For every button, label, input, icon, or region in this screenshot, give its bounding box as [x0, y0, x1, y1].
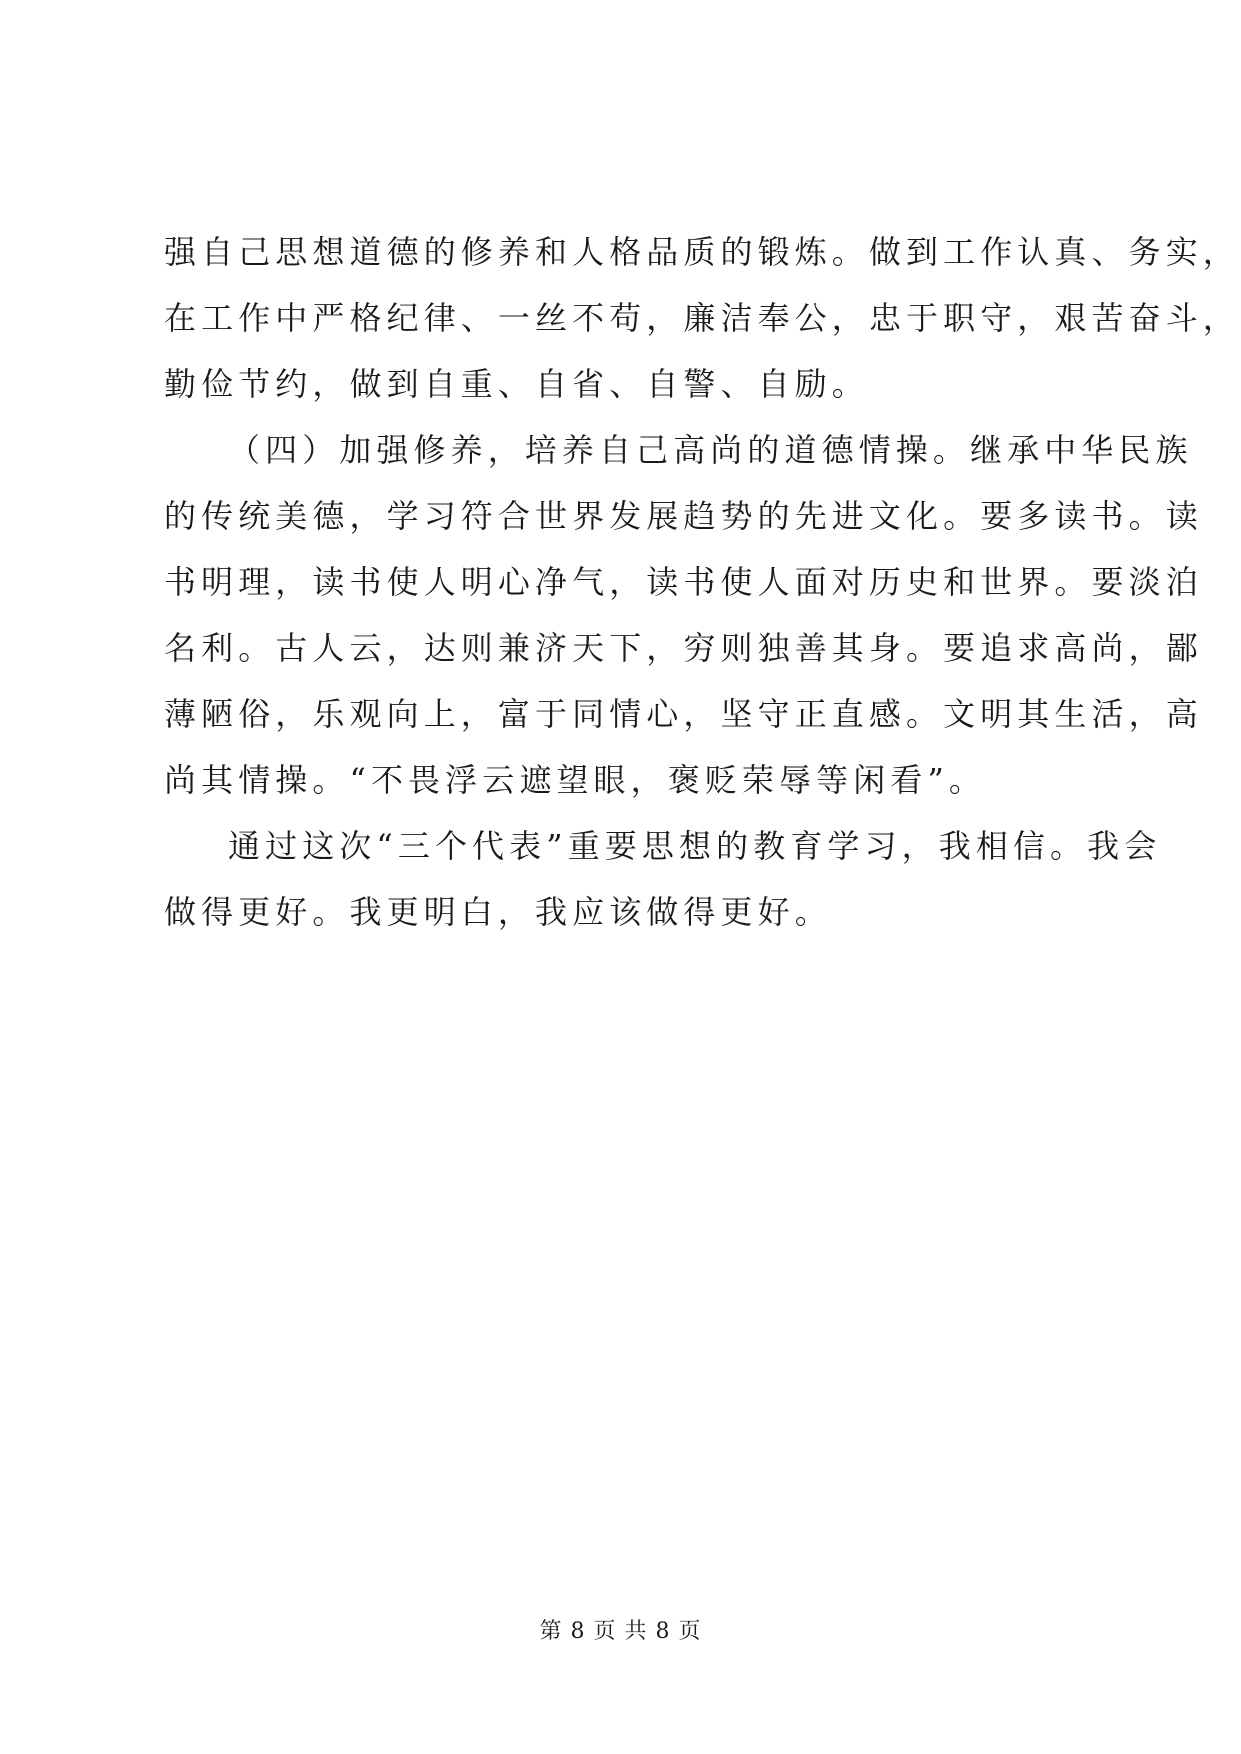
text-line: 书明理，读书使人明心净气，读书使人面对历史和世界。要淡泊	[164, 563, 1203, 601]
body-text	[164, 232, 1240, 958]
text-line: 勤俭节约，做到自重、自省、自警、自励。	[164, 365, 869, 403]
paragraph-start-line: 通过这次“三个代表”重要思想的教育学习，我相信。我会	[228, 827, 1162, 865]
text-line: 的传统美德，学习符合世界发展趋势的先进文化。要多读书。读	[164, 497, 1203, 535]
page-number-footer: 第 8 页 共 8 页	[539, 1619, 702, 1644]
paragraph-start-line: （四）加强修养，培养自己高尚的道德情操。继承中华民族	[228, 431, 1193, 469]
text-line: 强自己思想道德的修养和人格品质的锻炼。做到工作认真、务实，	[164, 233, 1240, 271]
text-line: 做得更好。我更明白，我应该做得更好。	[164, 893, 832, 931]
text-line: 名利。古人云，达则兼济天下，穷则独善其身。要追求高尚，鄙	[164, 629, 1203, 667]
text-line: 在工作中严格纪律、一丝不苟，廉洁奉公，忠于职守，艰苦奋斗，	[164, 299, 1240, 337]
text-line: 薄陋俗，乐观向上，富于同情心，坚守正直感。文明其生活，高	[164, 695, 1203, 733]
text-line: 尚其情操。“不畏浮云遮望眼，褒贬荣辱等闲看”。	[164, 761, 987, 799]
